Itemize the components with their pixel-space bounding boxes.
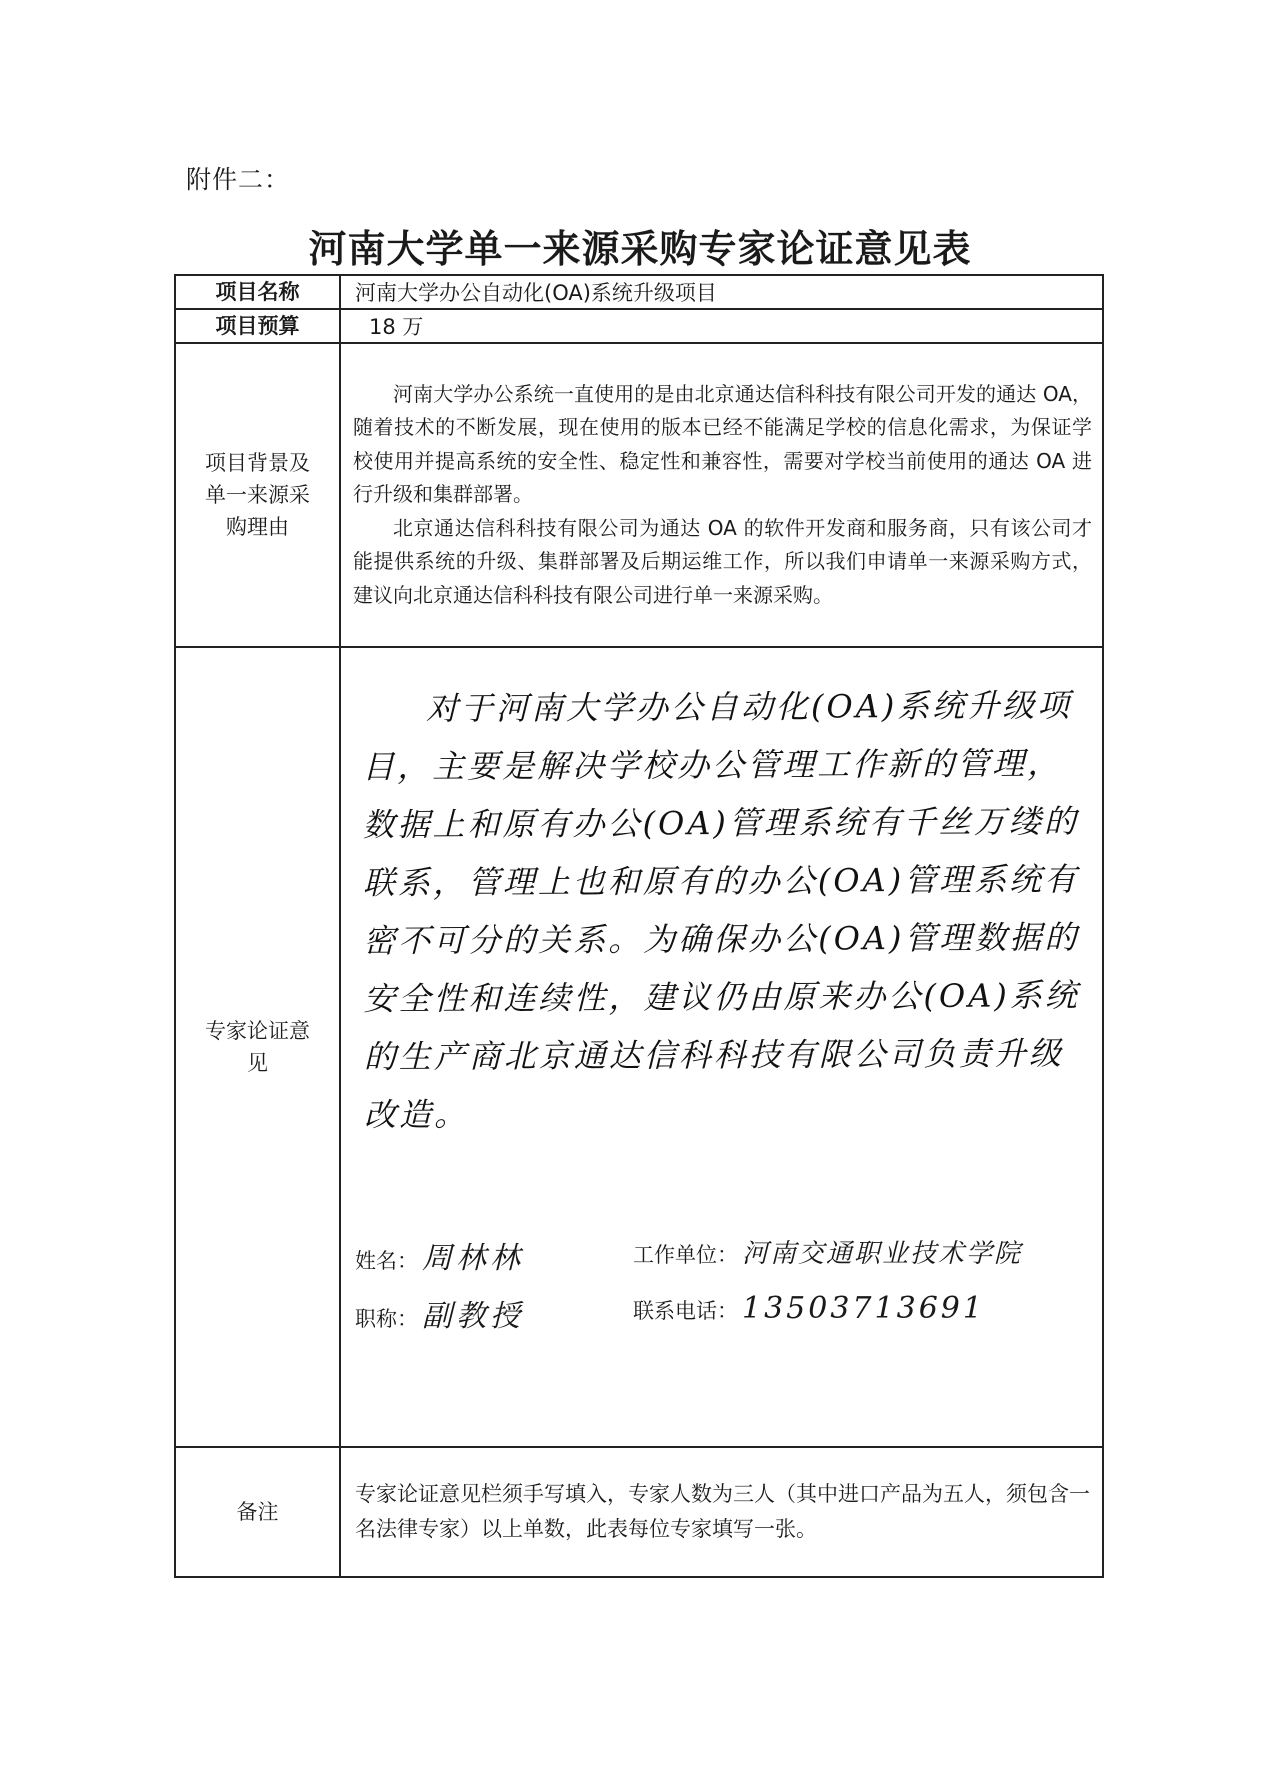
expert-org-label: 工作单位： [633, 1243, 738, 1267]
background-paragraph-2: 北京通达信科科技有限公司为通达 OA 的软件开发商和服务商，只有该公司才能提供系统的升级、集群部署及后期运维工作，所以我们申请单一来源采购方式，建议向北京通达信科科技有限公司进行单一来源采购。 [353, 515, 1092, 607]
expert-phone-label: 联系电话： [633, 1299, 738, 1323]
expert-title-value: 副教授 [422, 1299, 524, 1334]
budget-value: 18 万 [340, 309, 1103, 343]
opinion-label-line-2: 见 [247, 1051, 268, 1075]
background-label-line-3: 购理由 [226, 515, 289, 539]
handwritten-opinion-text: 对于河南大学办公自动化(OA)系统升级项目，主要是解决学校办公管理工作新的管理，数据上和原有办公(OA)管理系统有千丝万缕的联系，管理上也和原有的办公(OA)管理系统有密不可分的关系。为确保办公(OA)管理数据的安全性和连续性，建议仍由原来办公(OA)系统的生产商北京通达信科科技有限公司负责升级改造。 [362, 686, 1080, 1134]
expert-name-value: 周林林 [422, 1241, 524, 1276]
handwritten-opinion [362, 676, 1095, 1144]
background-text [340, 343, 1103, 647]
row-expert-opinion [175, 647, 1103, 1447]
budget-label: 项目预算 [175, 309, 340, 343]
expert-title-label: 职称： [355, 1307, 418, 1331]
expert-phone-field [633, 1291, 985, 1326]
document-title: 河南大学单一来源采购专家论证意见表 [308, 226, 972, 271]
row-project-name [175, 275, 1103, 309]
opinion-label-line-1: 专家论证意 [205, 1019, 310, 1043]
opinion-cell [340, 647, 1103, 1447]
remark-text: 专家论证意见栏须手写填入，专家人数为三人（其中进口产品为五人，须包含一名法律专家）以上单数，此表每位专家填写一张。 [340, 1447, 1103, 1577]
expert-title-field [355, 1291, 524, 1335]
background-label-line-1: 项目背景及 [205, 451, 310, 475]
expert-opinion-form [174, 274, 1104, 1578]
row-remark [175, 1447, 1103, 1577]
expert-org-field [633, 1233, 1022, 1270]
row-background [175, 343, 1103, 647]
expert-phone-value: 13503713691 [742, 1291, 985, 1326]
project-name-value: 河南大学办公自动化(OA)系统升级项目 [340, 275, 1103, 309]
expert-name-field [355, 1233, 524, 1277]
project-name-label: 项目名称 [175, 275, 340, 309]
background-label-line-2: 单一来源采 [205, 483, 310, 507]
remark-label: 备注 [175, 1447, 340, 1577]
row-budget [175, 309, 1103, 343]
opinion-label [175, 647, 340, 1447]
background-paragraph-1: 河南大学办公系统一直使用的是由北京通达信科科技有限公司开发的通达 OA，随着技术的不断发展，现在使用的版本已经不能满足学校的信息化需求，为保证学校使用并提高系统的安全性、稳定性和兼容性，需要对学校当前使用的通达 OA 进行升级和集群部署。 [353, 381, 1092, 507]
background-label [175, 343, 340, 647]
expert-org-value: 河南交通职业技术学院 [742, 1239, 1023, 1269]
attachment-label: 附件二： [186, 165, 291, 194]
expert-name-label: 姓名： [355, 1249, 418, 1273]
